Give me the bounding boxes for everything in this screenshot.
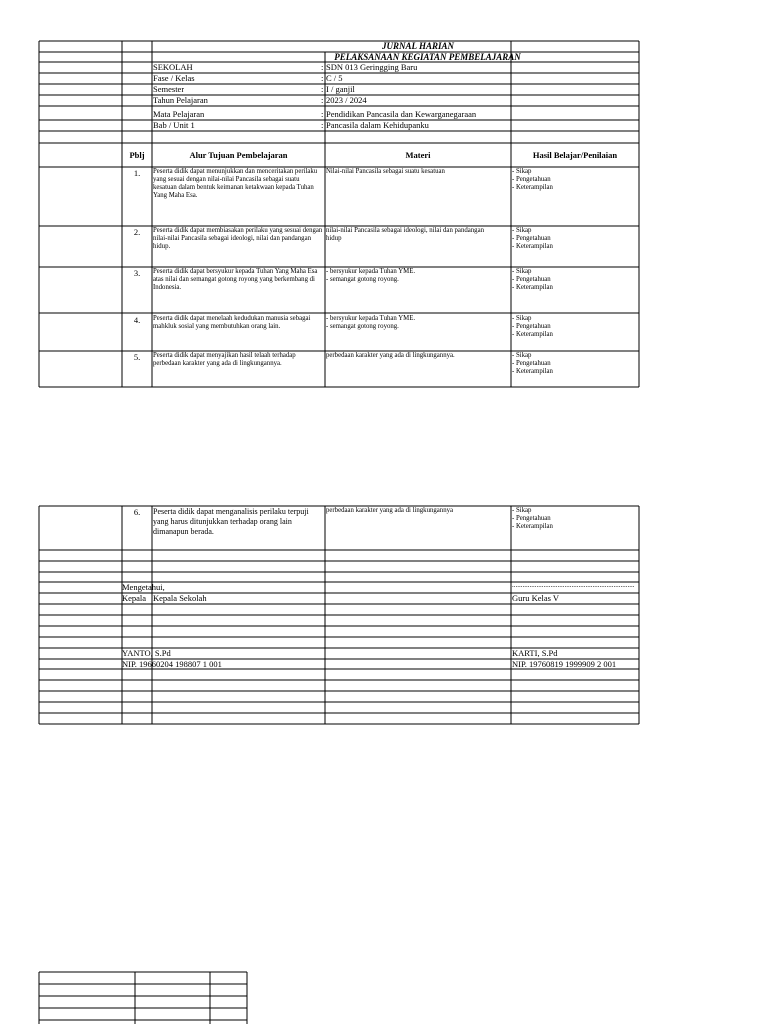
guru-title: Guru Kelas V [512,594,560,603]
row-materi: Nilai-nilai Pancasila sebagai suatu kesatuan [326,168,445,175]
row-number: 4. [133,316,141,325]
kepala-prefix: Kepala [122,594,147,603]
guru-nip: NIP. 19760819 1999909 2 001 [512,660,617,669]
row-materi: perbedaan karakter yang ada di lingkungannya. [326,352,455,359]
assessment-sikap: - Sikap [512,352,532,359]
field-colon: : [321,121,324,130]
row-assessment [512,507,638,531]
journal-subtitle: PELAKSANAAN KEGIATAN PEMBELAJARAN [334,53,521,62]
kepala-name: YANTO, S.Pd [122,649,171,658]
assessment-keterampilan: - Keterampilan [512,523,553,530]
field-colon: : [321,96,324,105]
field-colon: : [321,74,324,83]
row-materi: - bersyukur kepada Tuhan YME. - semangat gotong royong. [326,268,416,283]
field-value-tahun: 2023 / 2024 [326,96,367,105]
assessment-pengetahuan: - Pengetahuan [512,235,551,242]
date-dots: ...................................................................... [512,581,635,589]
row-tujuan: Peserta didik dapat membiasakan perilaku yang sesuai dengan nilai-nilai Pancasila sebagai ideologi, nilai dan pandangan hidup. [153,227,323,250]
column-header-materi: Materi [405,151,431,160]
assessment-pengetahuan: - Pengetahuan [512,176,551,183]
column-header-tujuan: Alur Tujuan Pembelajaran [189,151,288,160]
field-value-semester: I / ganjil [326,85,355,94]
field-value-fase: C / 5 [326,74,343,83]
row-tujuan: Peserta didik dapat bersyukur kepada Tuhan Yang Maha Esa atas nilai dan semangat gotong royong yang berkembang di Indonesia. [153,268,318,291]
field-value-mapel: Pendidikan Pancasila dan Kewarganegaraan [326,110,477,119]
assessment-sikap: - Sikap [512,227,532,234]
assessment-pengetahuan: - Pengetahuan [512,323,551,330]
assessment-keterampilan: - Keterampilan [512,368,553,375]
assessment-pengetahuan: - Pengetahuan [512,360,551,367]
assessment-sikap: - Sikap [512,268,532,275]
row-materi: perbedaan karakter yang ada di lingkungannya [326,507,454,514]
assessment-sikap: - Sikap [512,507,532,514]
row-number: 6. [133,508,141,517]
field-label-tahun: Tahun Pelajaran [153,96,208,105]
field-colon: : [321,63,324,72]
row-assessment [512,268,638,292]
assessment-keterampilan: - Keterampilan [512,243,553,250]
field-label-mapel: Mata Pelajaran [153,110,205,119]
field-value-sekolah: SDN 013 Geringging Baru [326,63,418,72]
field-label-semester: Semester [153,85,185,94]
field-label-sekolah: SEKOLAH [153,63,193,72]
row-number: 3. [133,269,141,278]
assessment-pengetahuan: - Pengetahuan [512,276,551,283]
row-tujuan: Peserta didik dapat menunjukkan dan menceritakan perilaku yang sesuai dengan nilai-nilai Pancasila sebagai suatu kesatuan dalam bentuk keimanan ketakwaan kepada Tuhan Yang Maha Esa. [153,168,318,199]
row-materi: nilai-nilai Pancasila sebagai ideologi, nilai dan pandangan hidup [326,227,484,242]
column-header-hasil: Hasil Belajar/Penilaian [532,151,618,160]
assessment-pengetahuan: - Pengetahuan [512,515,551,522]
row-number: 5. [133,353,141,362]
kepala-nip: NIP. 19660204 198807 1 001 [122,660,222,669]
field-label-fase: Fase / Kelas [153,74,195,83]
column-header-pblj: Pblj [129,151,145,160]
field-colon: : [321,85,324,94]
field-label-bab: Bab / Unit 1 [153,121,195,130]
row-assessment [512,227,638,251]
field-colon: : [321,110,324,119]
row-number: 2. [133,228,141,237]
assessment-sikap: - Sikap [512,168,532,175]
row-assessment [512,168,638,192]
kepala-title: Kepala Sekolah [153,594,207,603]
row-assessment [512,352,638,376]
row-tujuan: Peserta didik dapat menganalisis perilaku terpuji yang harus ditunjukkan terhadap orang lain dimanapun berada. [153,507,309,536]
row-tujuan: Peserta didik dapat menyajikan hasil telaah terhadap perbedaan karakter yang ada di lingkungannya. [153,352,296,367]
journal-title: JURNAL HARIAN [382,42,454,51]
guru-name: KARTI, S.Pd [512,649,558,658]
row-assessment [512,315,638,339]
field-value-bab: Pancasila dalam Kehidupanku [326,121,429,130]
row-tujuan: Peserta didik dapat menelaah kedudukan manusia sebagai mahkluk sosial yang membutuhkan orang lain. [153,315,311,330]
assessment-keterampilan: - Keterampilan [512,284,553,291]
mengetahui-label: Mengetahui, [122,583,165,592]
row-materi: - bersyukur kepada Tuhan YME. - semangat gotong royong. [326,315,416,330]
assessment-keterampilan: - Keterampilan [512,331,553,338]
row-number: 1. [133,169,141,178]
assessment-sikap: - Sikap [512,315,532,322]
assessment-keterampilan: - Keterampilan [512,184,553,191]
